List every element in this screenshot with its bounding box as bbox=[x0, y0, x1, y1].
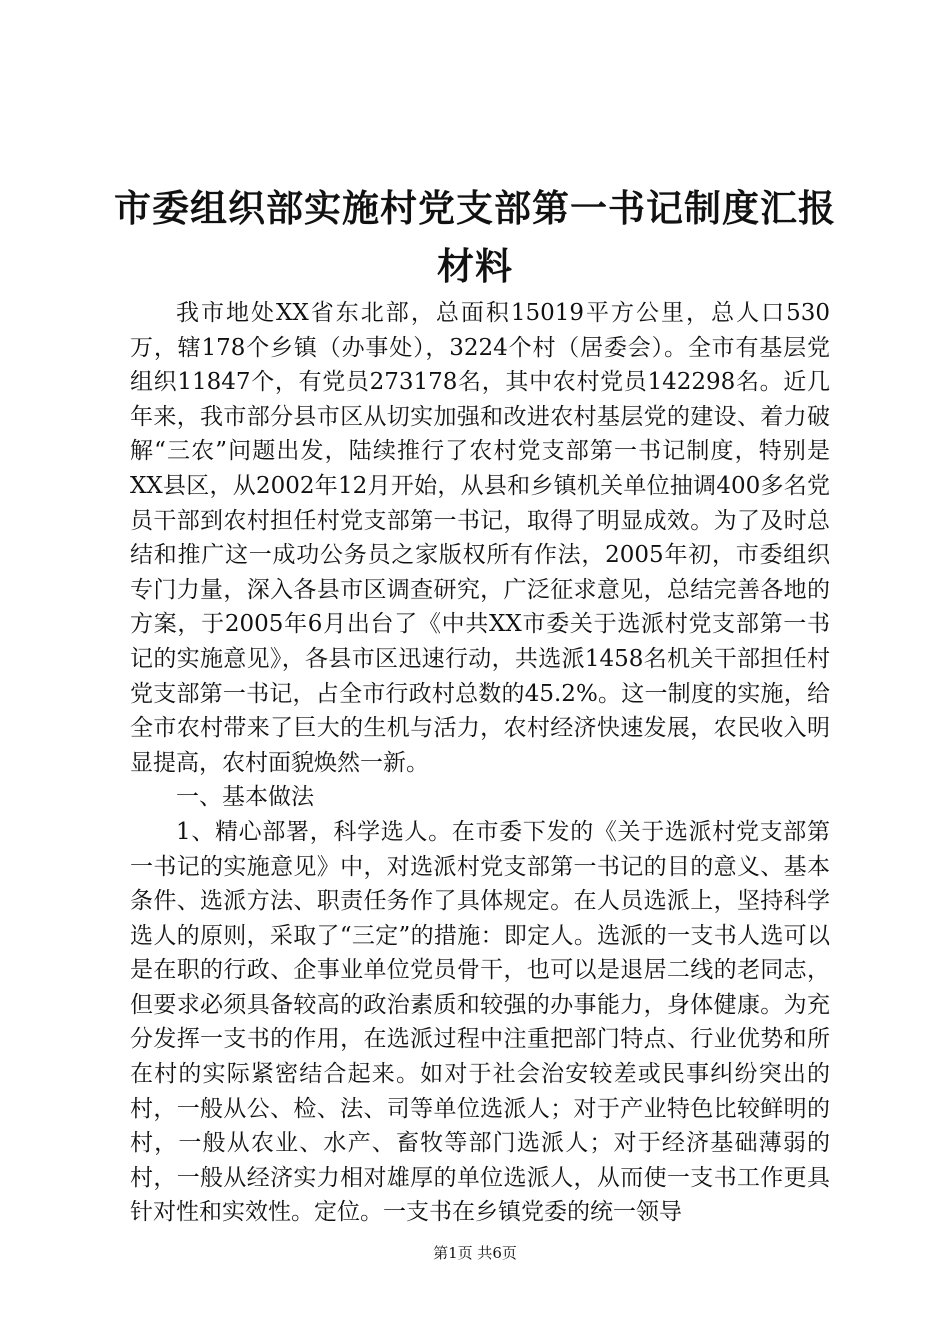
section-heading-basic-practices: 一、基本做法 bbox=[176, 784, 314, 811]
document-title: 市委组织部实施村党支部第一书记制度汇报材料 bbox=[114, 187, 836, 288]
document-body bbox=[130, 296, 830, 1230]
body-paragraph-deployment: 1、精心部署，科学选人。在市委下发的《关于选派村党支部第一书记的实施意见》中，对选派村党支部第一书记的目的意义、基本条件、选派方法、职责任务作了具体规定。在人员选派上，坚持科学选人的原则，采取了“三定”的措施：即定人。选派的一支书人选可以是在职的行政、企事业单位党员骨干，也可以是退居二线的老同志，但要求必须具备较高的政治素质和较强的办事能力，身体健康。为充分发挥一支书的作用，在选派过程中注重把部门特点、行业优势和所在村的实际紧密结合起来。如对于社会治安较差或民事纠纷突出的村，一般从公、检、法、司等单位选派人；对于产业特色比较鲜明的村，一般从农业、水产、畜牧等部门选派人；对于经济基础薄弱的村，一般从经济实力相对雄厚的单位选派人，从而使一支书工作更具针对性和实效性。定位。一支书在乡镇党委的统一领导 bbox=[130, 818, 830, 1226]
intro-paragraph: 我市地处XX省东北部，总面积15019平方公里，总人口530万，辖178个乡镇（办事处），3224个村（居委会）。全市有基层党组织11847个，有党员273178名，其中农村党员142298名。近几年来，我市部分县市区从切实加强和改进农村基层党的建设、着力破解“三农”问题出发，陆续推行了农村党支部第一书记制度，特别是XX县区，从2002年12月开始，从县和乡镇机关单位抽调400多名党员干部到农村担任村党支部第一书记，取得了明显成效。为了及时总结和推广这一成功公务员之家版权所有作法，2005年初，市委组织专门力量，深入各县市区调查研究，广泛征求意见，总结完善各地的方案，于2005年6月出台了《中共XX市委关于选派村党支部第一书记的实施意见》，各县市区迅速行动，共选派1458名机关干部担任村党支部第一书记，占全市行政村总数的45.2%。这一制度的实施，给全市农村带来了巨大的生机与活力，农村经济快速发展，农民收入明显提高，农村面貌焕然一新。 bbox=[130, 300, 830, 776]
page-number-footer: 第1页 共6页 bbox=[433, 1244, 517, 1262]
